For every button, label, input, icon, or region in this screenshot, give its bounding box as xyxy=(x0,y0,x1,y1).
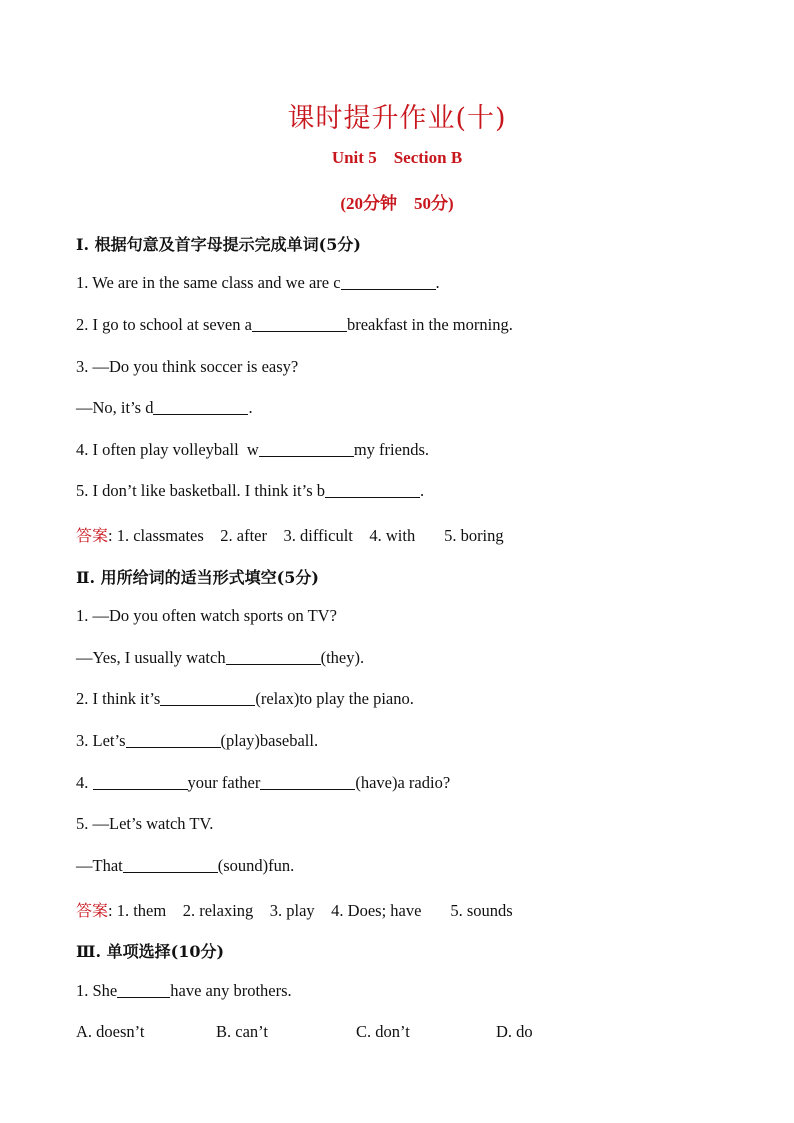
answer-label: 答案 xyxy=(76,901,109,920)
section-3-heading: Ⅲ. 单项选择(10分) xyxy=(76,942,225,961)
option-c[interactable]: C. don’t xyxy=(356,1022,410,1041)
answer-blank[interactable] xyxy=(252,315,347,332)
section-1-heading: Ⅰ. 根据句意及首字母提示完成单词(5分) xyxy=(76,235,361,254)
unit-subtitle: Unit 5 Section B xyxy=(331,148,463,167)
s3-options xyxy=(76,1022,533,1042)
s2-question-1: 1. —Do you often watch sports on TV? xyxy=(76,606,337,625)
answer-blank[interactable] xyxy=(341,273,436,290)
s1-answer-key: 答案: 1. classmates 2. after 3. difficult 4. with 5. boring xyxy=(76,526,504,545)
s1-question-1: 1. We are in the same class and we are c . xyxy=(76,273,440,292)
s3-question-1: 1. She have any brothers. xyxy=(76,981,292,1000)
s1-question-4: 4. I often play volleyball w my friends. xyxy=(76,440,429,459)
s2-question-5-reply: —That (sound)fun. xyxy=(76,856,295,875)
s1-question-5: 5. I don’t like basketball. I think it’s b . xyxy=(76,481,425,500)
s2-question-4: 4. your father (have)a radio? xyxy=(76,773,451,792)
answer-label: 答案 xyxy=(76,526,109,545)
s1-question-2: 2. I go to school at seven a breakfast in the morning. xyxy=(76,315,513,334)
s1-question-3-reply: —No, it’s d . xyxy=(76,398,253,417)
s2-question-1-reply: —Yes, I usually watch (they). xyxy=(76,648,365,667)
answer-blank[interactable] xyxy=(93,773,188,790)
page-title: 课时提升作业(十) xyxy=(287,103,507,134)
answer-blank[interactable] xyxy=(325,481,420,498)
option-b[interactable]: B. can’t xyxy=(216,1022,268,1041)
s2-question-2: 2. I think it’s (relax)to play the piano. xyxy=(76,689,414,708)
answer-blank[interactable] xyxy=(160,689,255,706)
s2-answer-key: 答案: 1. them 2. relaxing 3. play 4. Does; have 5. sounds xyxy=(76,901,513,920)
s2-question-5: 5. —Let’s watch TV. xyxy=(76,814,214,833)
option-a[interactable]: A. doesn’t xyxy=(76,1022,145,1041)
s1-question-3: 3. —Do you think soccer is easy? xyxy=(76,357,299,376)
section-2-heading: Ⅱ. 用所给词的适当形式填空(5分) xyxy=(76,568,319,587)
answer-blank[interactable] xyxy=(153,398,248,415)
time-score: (20分钟 50分) xyxy=(340,194,454,213)
option-d[interactable]: D. do xyxy=(496,1022,533,1041)
answer-blank[interactable] xyxy=(126,731,221,748)
answer-blank[interactable] xyxy=(226,648,321,665)
answer-blank[interactable] xyxy=(123,856,218,873)
answer-blank[interactable] xyxy=(117,981,170,998)
answer-blank[interactable] xyxy=(259,440,354,457)
answer-blank[interactable] xyxy=(260,773,355,790)
s2-question-3: 3. Let’s (play)baseball. xyxy=(76,731,319,750)
